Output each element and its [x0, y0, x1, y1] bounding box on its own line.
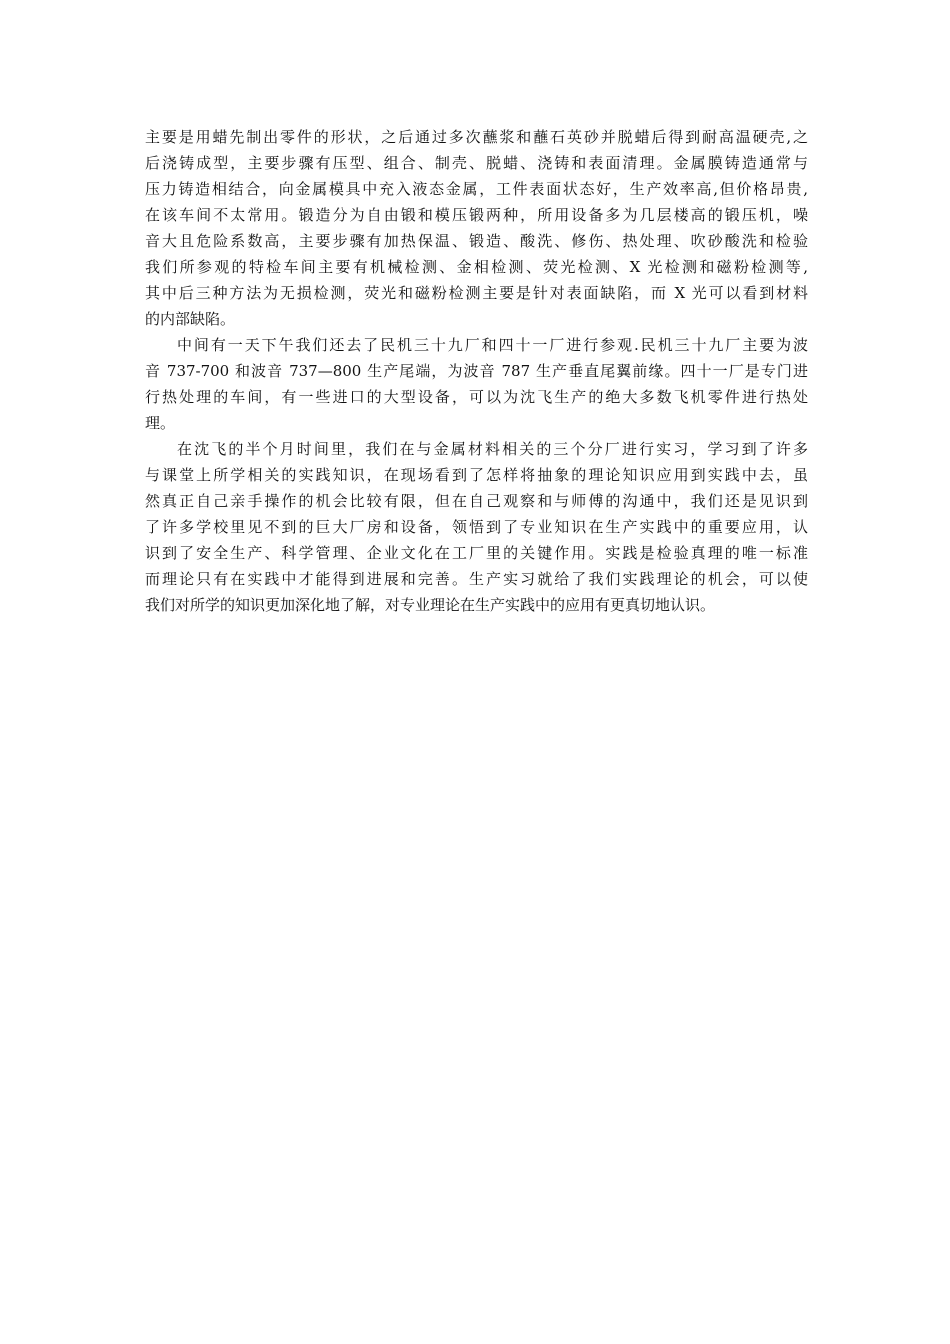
text-line: 我们对所学的知识更加深化地了解，对专业理论在生产实践中的应用有更真切地认识。: [145, 596, 716, 614]
text-line: 音 737-700 和波音 737—800 生产尾端，为波音 787 生产垂直尾翼前缘。四十一厂是专门进: [145, 362, 808, 380]
text-line: 我们所参观的特检车间主要有机械检测、金相检测、荧光检测、X 光检测和磁粉检测等,: [145, 258, 808, 276]
text-line: 后浇铸成型，主要步骤有压型、组合、制壳、脱蜡、浇铸和表面清理。金属膜铸造通常与: [145, 154, 808, 172]
text-line: 压力铸造相结合，向金属模具中充入液态金属，工件表面状态好，生产效率高,但价格昂贵,: [145, 180, 808, 198]
text-line: 的内部缺陷。: [145, 310, 236, 328]
text-line: 而理论只有在实践中才能得到进展和完善。生产实习就给了我们实践理论的机会，可以使: [145, 570, 808, 588]
text-line: 了许多学校里见不到的巨大厂房和设备，领悟到了专业知识在生产实践中的重要应用，认: [145, 518, 808, 536]
text-line: 其中后三种方法为无损检测，荧光和磁粉检测主要是针对表面缺陷，而 X 光可以看到材料: [145, 284, 808, 302]
text-line: 主要是用蜡先制出零件的形状，之后通过多次蘸浆和蘸石英砂并脱蜡后得到耐高温硬壳,之: [145, 128, 808, 146]
paragraph-3: [145, 436, 808, 618]
text-line: 在该车间不太常用。锻造分为自由锻和模压锻两种，所用设备多为几层楼高的锻压机，噪: [145, 206, 808, 224]
text-line: 理。: [145, 414, 176, 432]
text-line: 行热处理的车间，有一些进口的大型设备，可以为沈飞生产的绝大多数飞机零件进行热处: [145, 388, 808, 406]
paragraph-2: [145, 332, 808, 436]
text-line: 在沈飞的半个月时间里，我们在与金属材料相关的三个分厂进行实习，学习到了许多: [177, 440, 808, 458]
text-line: 识到了安全生产、科学管理、企业文化在工厂里的关键作用。实践是检验真理的唯一标准: [145, 544, 808, 562]
document-body: [145, 124, 808, 618]
text-line: 与课堂上所学相关的实践知识，在现场看到了怎样将抽象的理论知识应用到实践中去，虽: [145, 466, 808, 484]
paragraph-1: [145, 124, 808, 332]
text-line: 音大且危险系数高，主要步骤有加热保温、锻造、酸洗、修伤、热处理、吹砂酸洗和检验: [145, 232, 808, 250]
text-line: 然真正自己亲手操作的机会比较有限，但在自己观察和与师傅的沟通中，我们还是见识到: [145, 492, 808, 510]
text-line: 中间有一天下午我们还去了民机三十九厂和四十一厂进行参观.民机三十九厂主要为波: [177, 336, 808, 354]
